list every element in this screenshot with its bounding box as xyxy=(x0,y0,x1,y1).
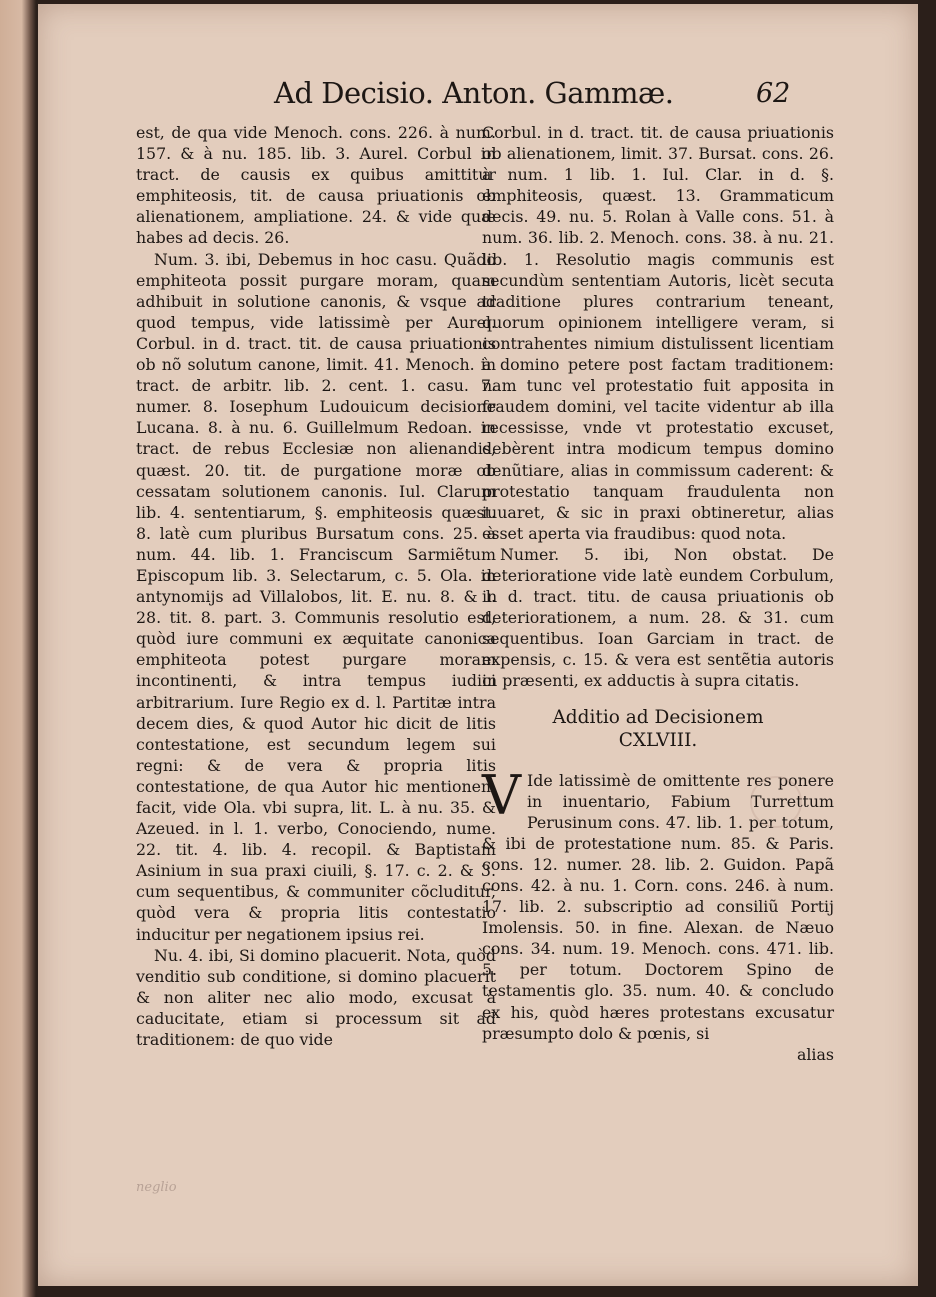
running-head xyxy=(38,76,918,116)
left-column xyxy=(136,122,496,1050)
binding-edge xyxy=(0,0,36,1297)
running-title: Ad Decisio. Anton. Gammæ. xyxy=(274,76,674,110)
left-paragraph-1: est, de qua vide Menoch. cons. 226. à num. 157. & à nu. 185. lib. 3. Aurel. Corbul in tract. de causis ex quibus amittitur emphiteosis, tit. de causa priuationis ob alienationem, ampliatione. 24. & vide quæ habes ad decis. 26. xyxy=(136,123,496,248)
page-number: 62 xyxy=(756,78,791,109)
left-paragraph-3: Nu. 4. ibi, Si domino placuerit. Nota, quòd venditio sub conditione, si domino placuerit & non aliter nec alio modo, excusat à caducitate, etiam si processum sit ad traditionem: de quo vide xyxy=(136,945,496,1050)
right-paragraph-2: Numer. 5. ibi, Non obstat. De deterioratione vide latè eundem Corbulum, in d. tract. titu. de causa priuationis ob deteriorationem, a num. 28. & 31. cum sequentibus. Ioan Garciam in tract. de expensis, c. 15. & vera est sentẽtia autoris in præsenti, ex adductis à supra citatis. xyxy=(482,544,834,691)
right-paragraph-1: Corbul. in d. tract. tit. de causa priuationis ob alienationem, limit. 37. Bursat. cons. 26. à num. 1 lib. 1. Iul. Clar. in d. §. emphiteosis, quæst. 13. Grammaticum decis. 49. nu. 5. Rolan à Valle cons. 51. à num. 36. lib. 2. Menoch. cons. 38. à nu. 21. lib. 1. Resolutio magis communis est secundùm sententiam Autoris, licèt secuta traditione plures contrarium teneant, quorum opinionem intelligere veram, si contrahentes nimium distulissent licentiam à domino petere post factam traditionem: nam tunc vel protestatio fuit apposita in fraudem domini, vel tacite videntur ab illa recessisse, vnde vt protestatio excuset, debèrent intra modicum tempus domino denũtiare, alias in commissum caderent: & protestatio tanquam fraudulenta non iuuaret, & sic in praxi obtineretur, alias esset aperta via fraudibus: quod nota. xyxy=(482,123,834,543)
show-through-ornament xyxy=(750,776,802,828)
catchword: alias xyxy=(796,1044,834,1064)
addition-text: Ide latissimè de omittente res ponere in inuentario, Fabium Turrettum Perusinum cons. 47. lib. 1. per totum, & ibi de protestatione num. 85. & Paris. cons. 12. numer. 28. lib. 2. Guidon. Papã cons. 42. à nu. 1. Corn. cons. 246. à num. 17. lib. 2. subscriptio ad consiliũ Portij Imolensis. 50. in fine. Alexan. de Næuo cons. 34. num. 19. Menoch. cons. 471. lib. 5. per totum. Doctorem Spino de testamentis glo. 35. num. 40. & concludo ex his, quòd hæres protestans excusatur præsumpto dolo & pœnis, si xyxy=(482,770,834,1043)
addition-heading-title: Additio ad Decisionem xyxy=(552,706,764,728)
drop-cap: V xyxy=(482,763,521,827)
right-column xyxy=(482,122,834,1065)
book-page xyxy=(38,4,918,1286)
left-paragraph-2: Num. 3. ibi, Debemus in hoc casu. Quãdo emphiteota possit purgare moram, quam adhibuit in solutione canonis, & vsque ad quod tempus, vide latissimè per Aurel. Corbul. in d. tract. tit. de causa priuationis ob nõ solutum canone, limit. 41. Menoch. in tract. de arbitr. lib. 2. cent. 1. casu. 7. numer. 8. Iosephum Ludouicum decisione Lucana. 8. à nu. 6. Guillelmum Redoan. in tract. de rebus Ecclesiæ non alienandis, quæst. 20. tit. de purgatione moræ ob cessatam solutionem canonis. Iul. Clarum lib. 4. sententiarum, §. emphiteosis quæst. 8. latè cum pluribus Bursatum cons. 25. à num. 44. lib. 1. Franciscum Sarmiẽtum Episcopum lib. 3. Selectarum, c. 5. Ola. in antynomijs ad Villalobos, lit. E. nu. 8. & l. 28. tit. 8. part. 3. Communis resolutio est, quòd iure communi ex æquitate canonica emphiteota potest purgare moram incontinenti, & intra tempus iudici arbitrarium. Iure Regio ex d. l. Partitæ intra decem dies, & quod Autor hic dicit de litis contestatione, est secundum legem sui regni: & de vera & propria litis contestatione, de qua Autor hic mentionem facit, vide Ola. vbi supra, lit. L. à nu. 35. & Azeued. in l. 1. verbo, Conociendo, nume. 22. tit. 4. lib. 4. recopil. & Baptistam Asinium in sua praxi ciuili, §. 17. c. 2. & 3. cum sequentibus, & communiter cõcluditur, quòd vera & propria litis contestatio inducitur per negationem ipsius rei. xyxy=(136,249,496,944)
bottom-show-through: neglio xyxy=(136,1180,177,1195)
addition-heading xyxy=(482,706,834,752)
addition-heading-number: CXLVIII. xyxy=(618,729,698,751)
